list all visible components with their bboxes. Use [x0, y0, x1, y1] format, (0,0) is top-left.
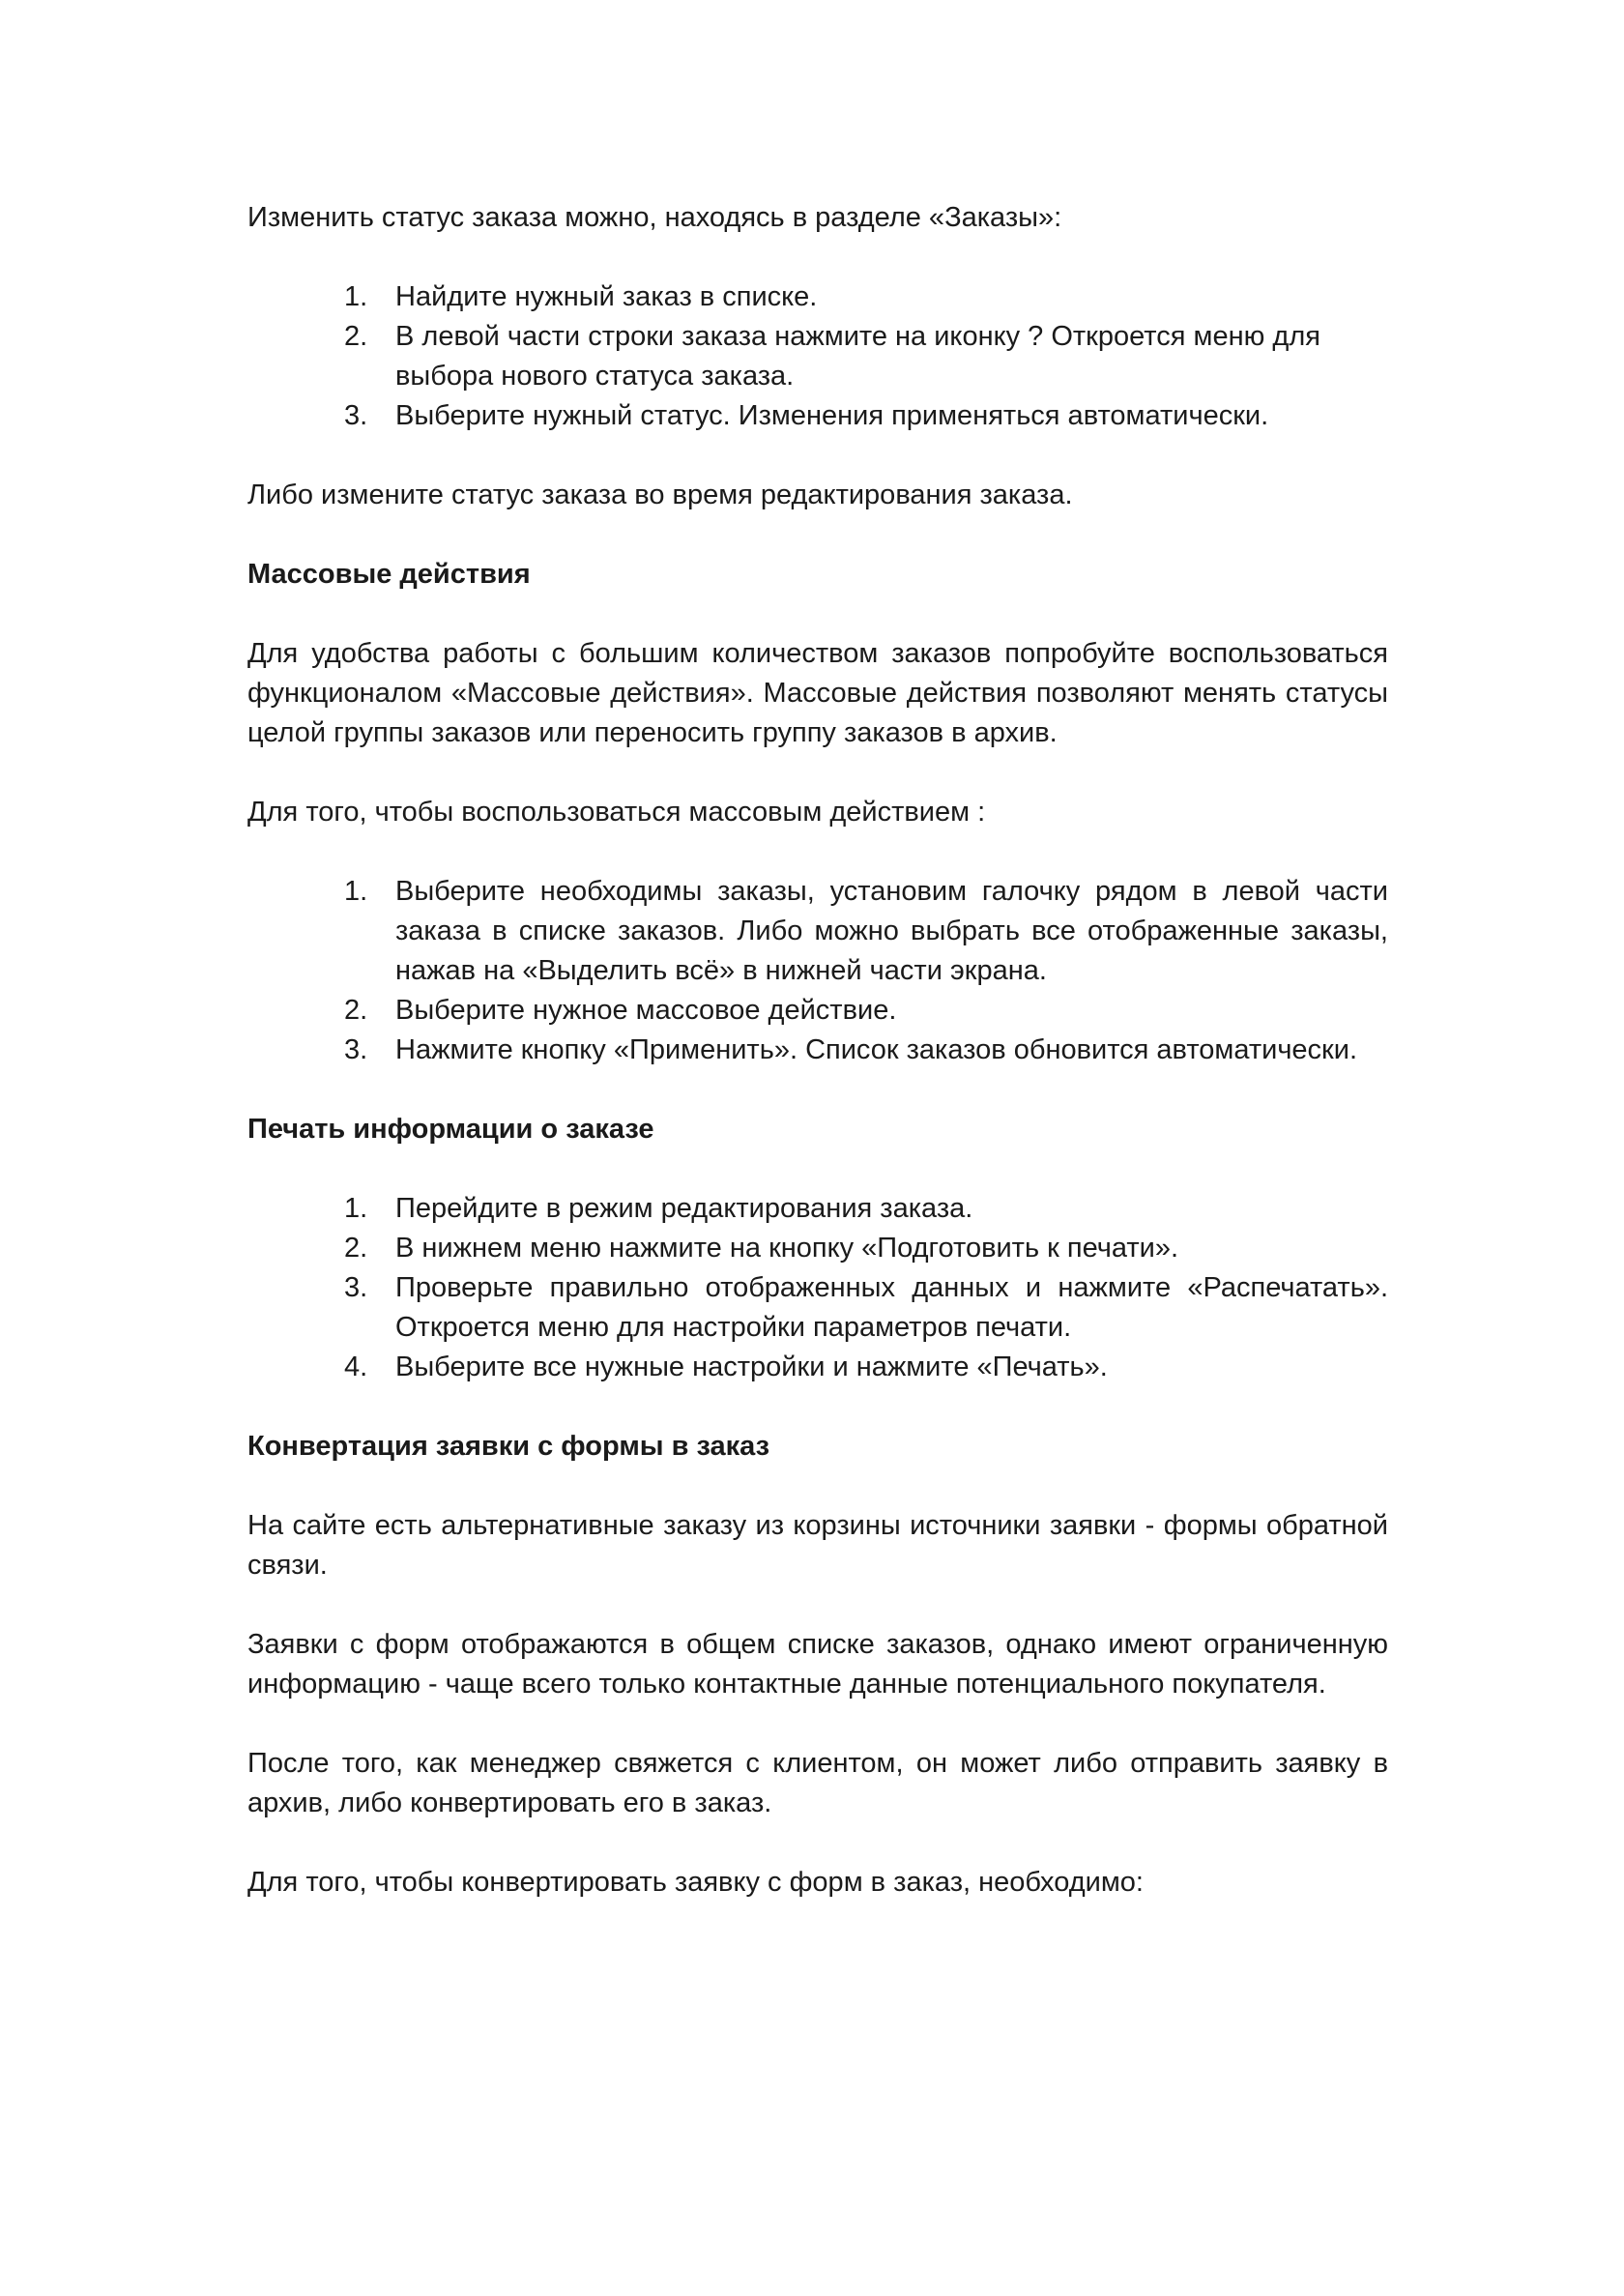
document-page [247, 198, 1388, 1903]
list-item: 2. В нижнем меню нажмите на кнопку «Подготовить к печати». [344, 1233, 1179, 1264]
list-item: 2. Выберите нужное массовое действие. [344, 995, 897, 1026]
list-item: 1. Найдите нужный заказ в списке. [344, 281, 818, 312]
convert-paragraph-1: На сайте есть альтернативные заказу из корзины источники заявки - формы обратной связи. [247, 1510, 1388, 1581]
mass-steps-list [247, 872, 1388, 1070]
list-item: 3. Выберите нужный статус. Изменения применяться автоматически. [344, 400, 1269, 431]
section-heading-print: Печать информации о заказе [247, 1114, 654, 1145]
list-item: 3. Нажмите кнопку «Применить». Список заказов обновится автоматически. [344, 1034, 1358, 1065]
mass-intro: Для того, чтобы воспользоваться массовым действием : [247, 797, 986, 828]
section-heading-mass: Массовые действия [247, 559, 531, 590]
convert-paragraph-4: Для того, чтобы конвертировать заявку с форм в заказ, необходимо: [247, 1867, 1144, 1898]
mass-paragraph: Для удобства работы с большим количеством заказов попробуйте воспользоваться функционалом «Массовые действия». Массовые действия позволяют менять статусы целой группы заказов или переносить группу заказов в архив. [247, 638, 1388, 748]
list-item: 4. Выберите все нужные настройки и нажмите «Печать». [344, 1351, 1108, 1382]
alt-text: Либо измените статус заказа во время редактирования заказа. [247, 480, 1073, 510]
list-item: 1. Перейдите в режим редактирования заказа. [344, 1193, 973, 1224]
section-heading-convert: Конвертация заявки с формы в заказ [247, 1431, 770, 1462]
intro-text: Изменить статус заказа можно, находясь в разделе «Заказы»: [247, 202, 1062, 233]
print-steps-list [247, 1189, 1388, 1387]
list-item: 2. В левой части строки заказа нажмите на иконку ? Откроется меню для выбора нового статуса заказа. [344, 321, 1320, 392]
convert-paragraph-3: После того, как менеджер свяжется с клиентом, он может либо отправить заявку в архив, либо конвертировать его в заказ. [247, 1748, 1388, 1818]
list-item: 3. Проверьте правильно отображенных данных и нажмите «Распечатать». Откроется меню для настройки параметров печати. [344, 1272, 1388, 1343]
convert-paragraph-2: Заявки с форм отображаются в общем списке заказов, однако имеют ограниченную информацию - чаще всего только контактные данные потенциального покупателя. [247, 1629, 1388, 1700]
status-steps-list [247, 277, 1388, 436]
list-item: 1. Выберите необходимы заказы, установим галочку рядом в левой части заказа в списке заказов. Либо можно выбрать все отображенные заказы, нажав на «Выделить всё» в нижней части экрана. [344, 876, 1388, 986]
